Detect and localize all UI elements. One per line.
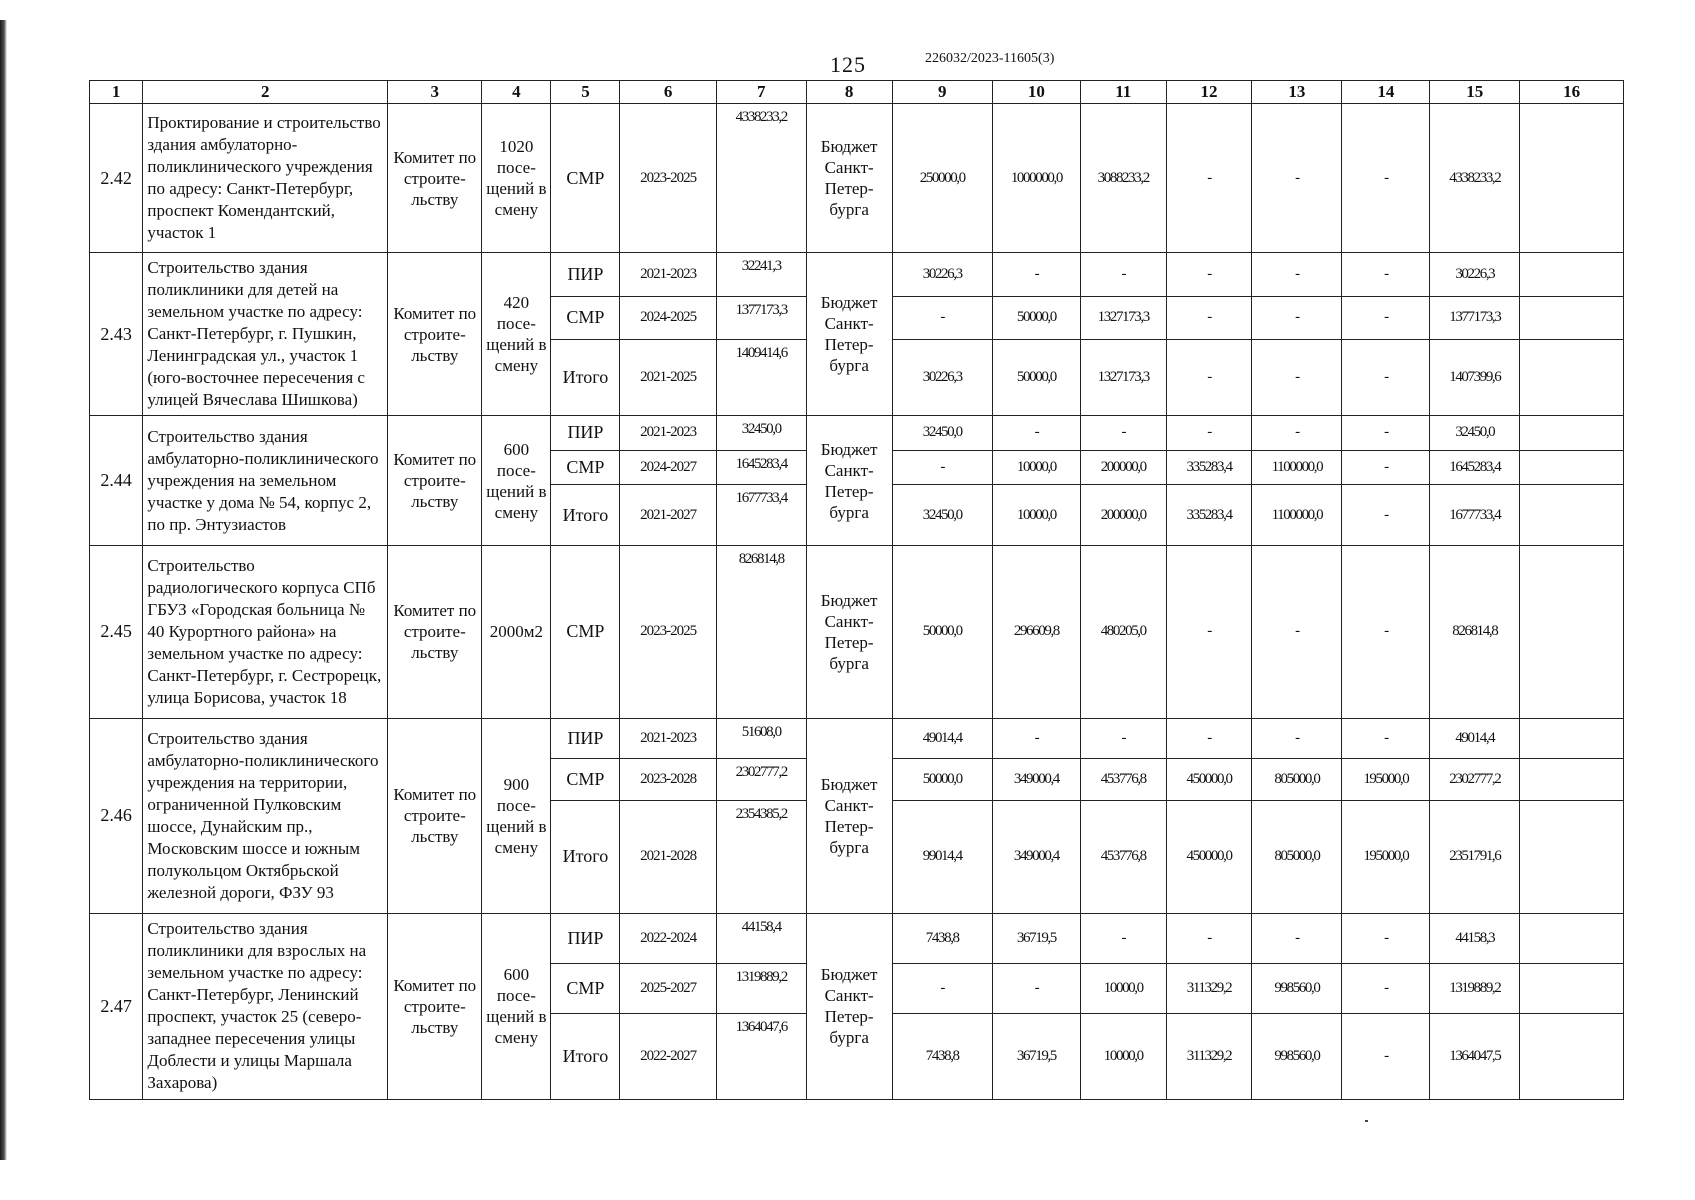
year-amount-cell: 1100000,0	[1252, 450, 1342, 485]
funding-source-cell: Бюджет Санкт-Петер-бурга	[806, 253, 892, 416]
year-amount-cell: 50000,0	[992, 340, 1080, 416]
year-amount-cell: 805000,0	[1252, 758, 1342, 800]
year-amount-cell: 36719,5	[992, 1013, 1080, 1099]
work-type-cell: СМР	[551, 450, 620, 485]
year-amount-cell: 311329,2	[1166, 1013, 1252, 1099]
year-amount-cell: 3088233,2	[1080, 104, 1166, 253]
year-amount-cell: 998560,0	[1252, 1013, 1342, 1099]
column-number-header: 7	[716, 81, 806, 104]
funding-source-cell: Бюджет Санкт-Петер-бурга	[806, 416, 892, 546]
year-amount-cell: 1377173,3	[1430, 296, 1520, 339]
year-amount-cell: 30226,3	[892, 340, 992, 416]
project-name-cell: Проктирование и строительство здания амбулаторно-поликлинического учреждения по адресу: Санкт-Петербург, проспект Комендантский, участок 1	[143, 104, 388, 253]
year-amount-cell: -	[1342, 963, 1430, 1013]
funding-source-cell: Бюджет Санкт-Петер-бурга	[806, 546, 892, 718]
year-amount-cell: -	[1252, 104, 1342, 253]
year-amount-cell: -	[1342, 104, 1430, 253]
year-amount-cell: -	[1252, 416, 1342, 451]
year-amount-cell: 49014,4	[1430, 718, 1520, 758]
year-amount-cell: 1100000,0	[1252, 485, 1342, 546]
year-amount-cell: -	[1252, 296, 1342, 339]
capacity-cell: 900 посе-щений в смену	[482, 718, 551, 913]
column-number-header: 4	[482, 81, 551, 104]
work-type-cell: Итого	[551, 800, 620, 913]
year-amount-cell: 32450,0	[892, 485, 992, 546]
responsible-committee-cell: Комитет по строите-льству	[388, 913, 482, 1099]
column-number-header: 14	[1342, 81, 1430, 104]
year-amount-cell	[1520, 963, 1624, 1013]
year-amount-cell: 453776,8	[1080, 800, 1166, 913]
year-amount-cell: -	[1342, 340, 1430, 416]
year-amount-cell: 50000,0	[892, 758, 992, 800]
year-amount-cell: 826814,8	[1430, 546, 1520, 718]
project-name-cell: Строительство радиологического корпуса СПб ГБУЗ «Городская больница № 40 Курортного района» на земельном участке по адресу: Санкт-Петербург, г. Сестрорецк, улица Борисова, участок 18	[143, 546, 388, 718]
table-row	[90, 546, 1624, 718]
year-amount-cell	[1520, 296, 1624, 339]
year-amount-cell: 4338233,2	[1430, 104, 1520, 253]
table-row	[90, 416, 1624, 451]
year-amount-cell: 480205,0	[1080, 546, 1166, 718]
work-type-cell: СМР	[551, 546, 620, 718]
project-name-cell: Строительство здания амбулаторно-поликлинического учреждения на территории, ограниченной Пулковским шоссе, Дунайским пр., Московским шоссе и южным полукольцом Октябрьской железной дороги, ФЗУ 93	[143, 718, 388, 913]
year-amount-cell: -	[1080, 253, 1166, 296]
table-body	[90, 81, 1624, 1100]
funding-source-cell: Бюджет Санкт-Петер-бурга	[806, 913, 892, 1099]
year-amount-cell	[1520, 340, 1624, 416]
work-type-cell: ПИР	[551, 253, 620, 296]
table-row	[90, 104, 1624, 253]
column-number-header: 15	[1430, 81, 1520, 104]
project-name-cell: Строительство здания поликлиники для детей на земельном участке по адресу: Санкт-Петербург, г. Пушкин, Ленинградская ул., участок 1 (юго-восточнее пересечения с улицей Вячеслава Шишкова)	[143, 253, 388, 416]
work-type-cell: ПИР	[551, 913, 620, 963]
year-amount-cell: 36719,5	[992, 913, 1080, 963]
year-amount-cell: 7438,8	[892, 1013, 992, 1099]
table-row	[90, 913, 1624, 963]
year-amount-cell: 200000,0	[1080, 485, 1166, 546]
year-amount-cell: -	[1166, 416, 1252, 451]
year-amount-cell	[1520, 913, 1624, 963]
table-row	[90, 718, 1624, 758]
year-amount-cell: -	[892, 963, 992, 1013]
year-amount-cell: 1364047,5	[1430, 1013, 1520, 1099]
item-number-cell: 2.45	[90, 546, 143, 718]
year-amount-cell: 10000,0	[1080, 963, 1166, 1013]
column-number-header: 10	[992, 81, 1080, 104]
year-amount-cell: 32450,0	[1430, 416, 1520, 451]
year-amount-cell: -	[1342, 913, 1430, 963]
year-amount-cell: -	[1166, 253, 1252, 296]
year-amount-cell: 2302777,2	[1430, 758, 1520, 800]
period-cell: 2021-2027	[620, 485, 716, 546]
estimated-cost-cell: 826814,8	[716, 546, 806, 718]
year-amount-cell: 50000,0	[992, 296, 1080, 339]
year-amount-cell: -	[992, 963, 1080, 1013]
year-amount-cell: 1327173,3	[1080, 296, 1166, 339]
period-cell: 2025-2027	[620, 963, 716, 1013]
year-amount-cell: 1407399,6	[1430, 340, 1520, 416]
column-number-header: 12	[1166, 81, 1252, 104]
year-amount-cell: -	[1342, 546, 1430, 718]
year-amount-cell	[1520, 253, 1624, 296]
year-amount-cell	[1520, 450, 1624, 485]
estimated-cost-cell: 1319889,2	[716, 963, 806, 1013]
work-type-cell: Итого	[551, 1013, 620, 1099]
period-cell: 2022-2024	[620, 913, 716, 963]
responsible-committee-cell: Комитет по строите-льству	[388, 546, 482, 718]
year-amount-cell: -	[1342, 1013, 1430, 1099]
year-amount-cell: -	[1342, 718, 1430, 758]
estimated-cost-cell: 2354385,2	[716, 800, 806, 913]
year-amount-cell	[1520, 104, 1624, 253]
period-cell: 2022-2027	[620, 1013, 716, 1099]
year-amount-cell: 2351791,6	[1430, 800, 1520, 913]
year-amount-cell: 805000,0	[1252, 800, 1342, 913]
year-amount-cell: -	[1080, 416, 1166, 451]
year-amount-cell: -	[1166, 296, 1252, 339]
column-number-header: 5	[551, 81, 620, 104]
estimated-cost-cell: 4338233,2	[716, 104, 806, 253]
estimated-cost-cell: 1377173,3	[716, 296, 806, 339]
funding-source-cell: Бюджет Санкт-Петер-бурга	[806, 718, 892, 913]
estimated-cost-cell: 2302777,2	[716, 758, 806, 800]
year-amount-cell: -	[1252, 253, 1342, 296]
year-amount-cell: -	[1342, 253, 1430, 296]
period-cell: 2021-2023	[620, 718, 716, 758]
year-amount-cell	[1520, 416, 1624, 451]
responsible-committee-cell: Комитет по строите-льству	[388, 718, 482, 913]
year-amount-cell: 1000000,0	[992, 104, 1080, 253]
funding-source-cell: Бюджет Санкт-Петер-бурга	[806, 104, 892, 253]
year-amount-cell: 99014,4	[892, 800, 992, 913]
period-cell: 2024-2025	[620, 296, 716, 339]
year-amount-cell: 453776,8	[1080, 758, 1166, 800]
year-amount-cell: 10000,0	[1080, 1013, 1166, 1099]
year-amount-cell: 30226,3	[892, 253, 992, 296]
year-amount-cell: 195000,0	[1342, 800, 1430, 913]
year-amount-cell	[1520, 800, 1624, 913]
scan-speck	[1365, 1120, 1368, 1122]
year-amount-cell: -	[1252, 546, 1342, 718]
estimated-cost-cell: 44158,4	[716, 913, 806, 963]
year-amount-cell: 250000,0	[892, 104, 992, 253]
year-amount-cell: 32450,0	[892, 416, 992, 451]
year-amount-cell: 450000,0	[1166, 800, 1252, 913]
responsible-committee-cell: Комитет по строите-льству	[388, 416, 482, 546]
header-row	[90, 81, 1624, 104]
page-number: 125	[830, 52, 866, 77]
year-amount-cell	[1520, 718, 1624, 758]
capacity-cell: 2000м2	[482, 546, 551, 718]
period-cell: 2023-2025	[620, 546, 716, 718]
capacity-cell: 420 посе-щений в смену	[482, 253, 551, 416]
year-amount-cell: -	[992, 718, 1080, 758]
year-amount-cell: -	[1252, 718, 1342, 758]
project-name-cell: Строительство здания амбулаторно-поликлинического учреждения на земельном участке у дома № 54, корпус 2, по пр. Энтузиастов	[143, 416, 388, 546]
year-amount-cell	[1520, 1013, 1624, 1099]
work-type-cell: СМР	[551, 296, 620, 339]
program-table	[89, 80, 1624, 1100]
year-amount-cell: 1319889,2	[1430, 963, 1520, 1013]
estimated-cost-cell: 1677733,4	[716, 485, 806, 546]
year-amount-cell: -	[1166, 104, 1252, 253]
year-amount-cell: 49014,4	[892, 718, 992, 758]
estimated-cost-cell: 1364047,6	[716, 1013, 806, 1099]
year-amount-cell: 1327173,3	[1080, 340, 1166, 416]
period-cell: 2021-2023	[620, 253, 716, 296]
year-amount-cell: -	[1166, 340, 1252, 416]
capacity-cell: 1020 посе-щений в смену	[482, 104, 551, 253]
year-amount-cell: -	[892, 450, 992, 485]
estimated-cost-cell: 1645283,4	[716, 450, 806, 485]
year-amount-cell: 195000,0	[1342, 758, 1430, 800]
project-name-cell: Строительство здания поликлиники для взрослых на земельном участке по адресу: Санкт-Петербург, Ленинский проспект, участок 25 (северо-западнее пересечения улицы Доблести и улицы Маршала Захарова)	[143, 913, 388, 1099]
table-row	[90, 253, 1624, 296]
document-registration-number: 226032/2023-11605(3)	[925, 51, 1055, 66]
work-type-cell: ПИР	[551, 718, 620, 758]
year-amount-cell: -	[1166, 913, 1252, 963]
work-type-cell: ПИР	[551, 416, 620, 451]
year-amount-cell: -	[1252, 913, 1342, 963]
year-amount-cell: 1645283,4	[1430, 450, 1520, 485]
column-number-header: 16	[1520, 81, 1624, 104]
estimated-cost-cell: 32450,0	[716, 416, 806, 451]
year-amount-cell: 1677733,4	[1430, 485, 1520, 546]
period-cell: 2021-2028	[620, 800, 716, 913]
capacity-cell: 600 посе-щений в смену	[482, 913, 551, 1099]
estimated-cost-cell: 51608,0	[716, 718, 806, 758]
estimated-cost-cell: 1409414,6	[716, 340, 806, 416]
period-cell: 2021-2023	[620, 416, 716, 451]
work-type-cell: СМР	[551, 758, 620, 800]
year-amount-cell: -	[892, 296, 992, 339]
year-amount-cell: -	[1342, 450, 1430, 485]
year-amount-cell: 296609,8	[992, 546, 1080, 718]
year-amount-cell: -	[1166, 718, 1252, 758]
estimated-cost-cell: 32241,3	[716, 253, 806, 296]
work-type-cell: СМР	[551, 104, 620, 253]
year-amount-cell: -	[1080, 913, 1166, 963]
item-number-cell: 2.42	[90, 104, 143, 253]
year-amount-cell: 998560,0	[1252, 963, 1342, 1013]
year-amount-cell: -	[1166, 546, 1252, 718]
responsible-committee-cell: Комитет по строите-льству	[388, 104, 482, 253]
period-cell: 2024-2027	[620, 450, 716, 485]
period-cell: 2023-2028	[620, 758, 716, 800]
period-cell: 2021-2025	[620, 340, 716, 416]
year-amount-cell: -	[1080, 718, 1166, 758]
column-number-header: 3	[388, 81, 482, 104]
column-number-header: 11	[1080, 81, 1166, 104]
column-number-header: 9	[892, 81, 992, 104]
period-cell: 2023-2025	[620, 104, 716, 253]
year-amount-cell: 50000,0	[892, 546, 992, 718]
year-amount-cell: 30226,3	[1430, 253, 1520, 296]
year-amount-cell: 450000,0	[1166, 758, 1252, 800]
year-amount-cell: -	[1342, 485, 1430, 546]
year-amount-cell	[1520, 546, 1624, 718]
item-number-cell: 2.43	[90, 253, 143, 416]
year-amount-cell: -	[992, 416, 1080, 451]
year-amount-cell: 349000,4	[992, 800, 1080, 913]
column-number-header: 6	[620, 81, 716, 104]
item-number-cell: 2.47	[90, 913, 143, 1099]
year-amount-cell: 349000,4	[992, 758, 1080, 800]
column-number-header: 8	[806, 81, 892, 104]
year-amount-cell: 200000,0	[1080, 450, 1166, 485]
year-amount-cell: 10000,0	[992, 450, 1080, 485]
year-amount-cell: -	[992, 253, 1080, 296]
year-amount-cell	[1520, 485, 1624, 546]
scan-edge-shadow	[0, 20, 7, 1160]
work-type-cell: Итого	[551, 340, 620, 416]
column-number-header: 1	[90, 81, 143, 104]
year-amount-cell	[1520, 758, 1624, 800]
column-number-header: 13	[1252, 81, 1342, 104]
item-number-cell: 2.46	[90, 718, 143, 913]
year-amount-cell: 335283,4	[1166, 485, 1252, 546]
year-amount-cell: 7438,8	[892, 913, 992, 963]
column-number-header: 2	[143, 81, 388, 104]
capacity-cell: 600 посе-щений в смену	[482, 416, 551, 546]
work-type-cell: Итого	[551, 485, 620, 546]
item-number-cell: 2.44	[90, 416, 143, 546]
year-amount-cell: 10000,0	[992, 485, 1080, 546]
responsible-committee-cell: Комитет по строите-льству	[388, 253, 482, 416]
year-amount-cell: -	[1252, 340, 1342, 416]
year-amount-cell: 44158,3	[1430, 913, 1520, 963]
work-type-cell: СМР	[551, 963, 620, 1013]
year-amount-cell: -	[1342, 416, 1430, 451]
year-amount-cell: 335283,4	[1166, 450, 1252, 485]
year-amount-cell: -	[1342, 296, 1430, 339]
year-amount-cell: 311329,2	[1166, 963, 1252, 1013]
